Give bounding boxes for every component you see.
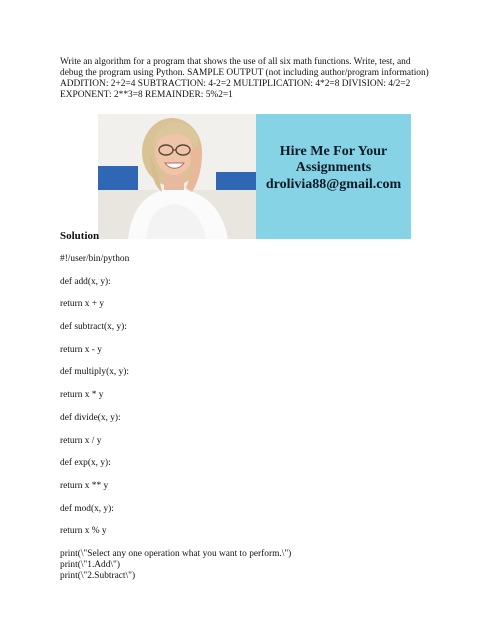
- code-line: return x ** y: [60, 480, 109, 491]
- banner-line-1: Hire Me For Your: [279, 144, 388, 159]
- code-line: def subtract(x, y):: [60, 322, 127, 333]
- code-line: def exp(x, y):: [60, 458, 111, 469]
- question-text: Write an algorithm for a program that shows the use of all six math functions. Write, test, and debug the program using Python. SAMPLE OUTPUT (not including author/program information) ADDITION: 2+2=4 SUBTRACTION: 4-2=2 MULTIPLICATION: 4*2=8 DIVISION: 4/2=2 EXPONENT: 2**3=8 REMAINDER: 5%2=1: [60, 57, 429, 100]
- code-line: #!/user/bin/python: [60, 254, 130, 264]
- woman-with-glasses-photo: [98, 114, 256, 239]
- code-listing: [60, 254, 440, 582]
- solution-heading: Solution: [60, 230, 100, 242]
- code-line: return x + y: [60, 299, 105, 310]
- code-line: print(\"2.Subtract\"): [60, 570, 136, 581]
- code-line: print(\"1.Add\"): [60, 559, 120, 570]
- code-line: return x % y: [60, 526, 107, 537]
- code-line: print(\"Select any one operation what you want to perform.\"): [60, 548, 292, 559]
- code-line: def multiply(x, y):: [60, 367, 129, 378]
- hire-me-banner[interactable]: [98, 114, 411, 239]
- code-line: return x * y: [60, 390, 104, 401]
- code-line: def add(x, y):: [60, 276, 111, 287]
- code-line: return x / y: [60, 435, 102, 446]
- code-line: def divide(x, y):: [60, 412, 121, 423]
- banner-text: [256, 144, 411, 194]
- code-line: return x - y: [60, 344, 102, 355]
- banner-email[interactable]: drolivia88@gmail.com: [265, 177, 402, 192]
- code-line: def mod(x, y):: [60, 503, 114, 514]
- banner-line-2: Assignments: [295, 160, 372, 175]
